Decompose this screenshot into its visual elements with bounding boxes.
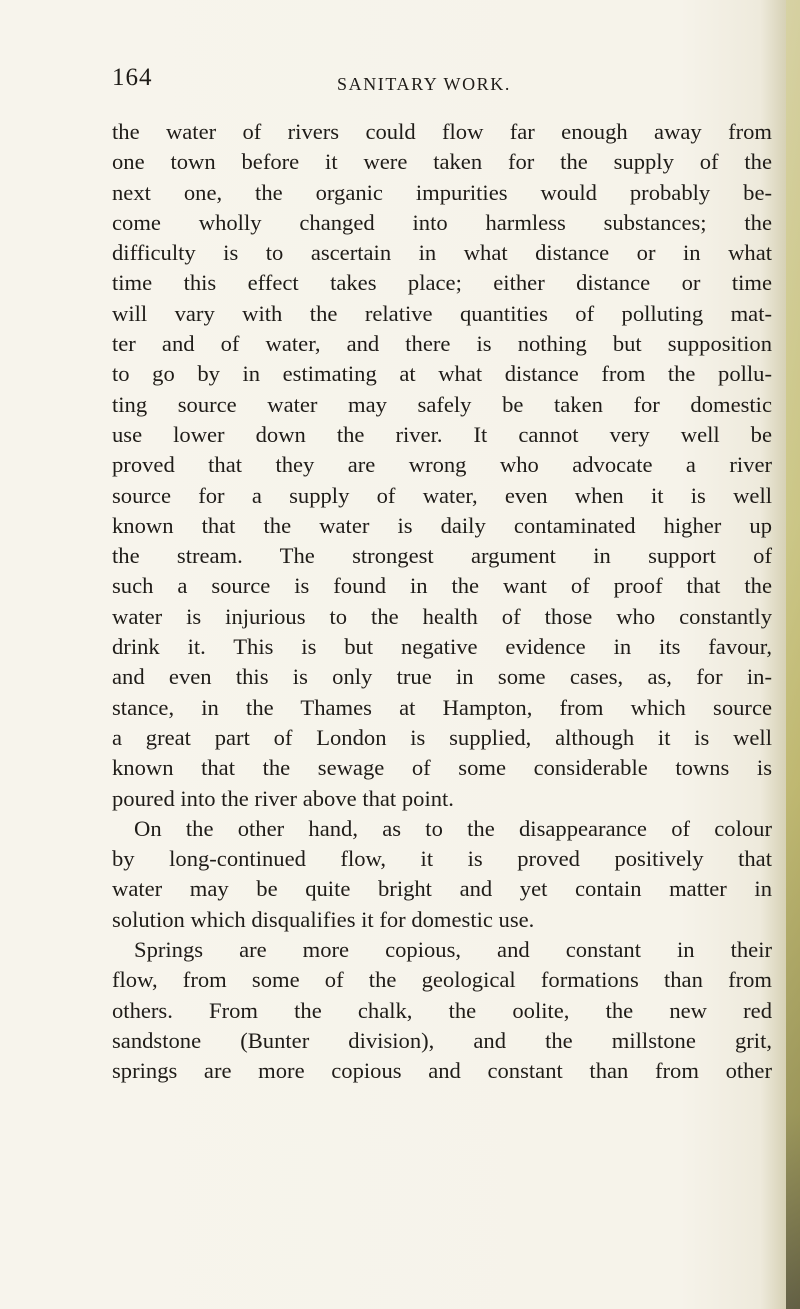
text-line: ter and of water, and there is nothing but supposition xyxy=(112,331,772,357)
body-text xyxy=(112,117,772,1087)
text-line: sandstone (Bunter division), and the millstone grit, xyxy=(112,1027,772,1053)
page-number: 164 xyxy=(112,64,153,91)
text-line: come wholly changed into harmless substances; the xyxy=(112,209,772,235)
text-line: such a source is found in the want of proof that the xyxy=(112,573,772,599)
text-line: time this effect takes place; either distance or time xyxy=(112,270,772,296)
text-line: water may be quite bright and yet contain matter in xyxy=(112,876,772,902)
text-line: next one, the organic impurities would probably be- xyxy=(112,179,772,205)
text-line: water is injurious to the health of those who constantly xyxy=(112,603,772,629)
text-line: to go by in estimating at what distance from the pollu- xyxy=(112,361,772,387)
text-line: and even this is only true in some cases, as, for in- xyxy=(112,664,772,690)
text-line: the water of rivers could flow far enough away from xyxy=(112,119,772,144)
text-line: one town before it were taken for the supply of the xyxy=(112,149,772,175)
page-header xyxy=(112,64,752,104)
text-line: the stream. The strongest argument in support of xyxy=(112,543,772,569)
page-edge xyxy=(786,0,800,1309)
text-line: difficulty is to ascertain in what distance or in what xyxy=(112,240,772,266)
text-line: proved that they are wrong who advocate a river xyxy=(112,452,772,478)
text-line: known that the water is daily contaminated higher up xyxy=(112,512,772,538)
paragraph-end-line: solution which disqualifies it for domestic use. xyxy=(112,906,535,932)
text-line: ting source water may safely be taken for domestic xyxy=(112,391,772,417)
text-line: a great part of London is supplied, although it is well xyxy=(112,724,772,750)
text-line: others. From the chalk, the oolite, the new red xyxy=(112,997,772,1023)
paragraph-start-line: On the other hand, as to the disappearance of colour xyxy=(134,815,772,841)
text-line: source for a supply of water, even when it is well xyxy=(112,482,772,508)
paragraph-end-line: poured into the river above that point. xyxy=(112,785,454,811)
running-head: SANITARY WORK. xyxy=(337,74,511,94)
text-line: drink it. This is but negative evidence in its favour, xyxy=(112,634,772,660)
text-line: by long-continued flow, it is proved positively that xyxy=(112,846,772,872)
text-line: springs are more copious and constant than from other xyxy=(112,1058,772,1084)
text-line: will vary with the relative quantities of polluting mat- xyxy=(112,300,772,326)
text-line: stance, in the Thames at Hampton, from which source xyxy=(112,694,772,720)
text-line: known that the sewage of some considerable towns is xyxy=(112,755,772,781)
text-line: use lower down the river. It cannot very well be xyxy=(112,421,772,447)
text-line: flow, from some of the geological formations than from xyxy=(112,967,772,993)
paragraph-start-line: Springs are more copious, and constant in their xyxy=(134,937,772,963)
